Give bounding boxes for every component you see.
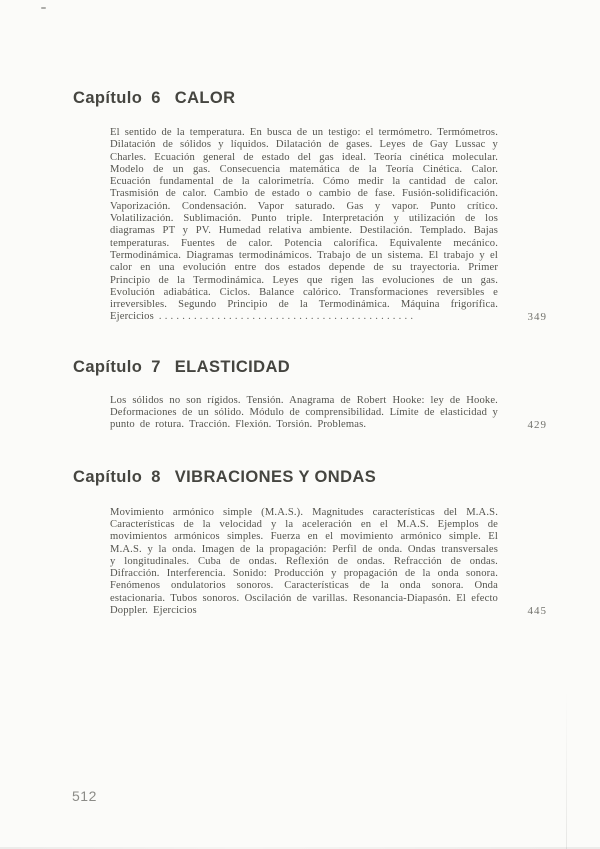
chapter-label: Capítulo (73, 357, 143, 376)
scan-crease-line (566, 690, 567, 849)
chapter-heading (73, 357, 547, 377)
scan-speck (41, 7, 46, 9)
chapter-summary-text: Los sólidos no son rígidos. Tensión. Anagrama de Robert Hooke: ley de Hooke. Deformaciones de un sólido. Módulo de comprensibilidad. Límite de elasticidad y punto de rotura. Tracción. Flexión. Torsión. Problemas. (110, 394, 498, 431)
chapter-summary-text: El sentido de la temperatura. En busca de un testigo: el termómetro. Termómetros. Dilatación de sólidos y líquidos. Dilatación de gases. Leyes de Gay Lussac y Charles. Ecuación general de estado del gas ideal. Teoría cinética molecular. Modelo de un gas. Consecuencia matemática de la Teoría Cinética. Calor. Ecuación fundamental de la calorimetría. Cómo medir la cantidad de calor. Trasmisión de calor. Cambio de estado o cambio de fase. Fusión-solidificación. Vaporización. Condensación. Vapor saturado. Gas y vapor. Punto crítico. Volatilización. Sublimación. Punto triple. Interpretación y utilización de los diagramas PT y PV. Humedad relativa ambiente. Destilación. Templado. Bajas temperaturas. Fuentes de calor. Potencia calorífica. Equivalente mecánico. Termodinámica. Diagramas termodinámicos. Trabajo de un sistema. El trabajo y el calor en una evolución entre dos estados depende de su trayectoria. Primer Principio de la Termodinámica. Leyes que rigen las evoluciones de un gas. Evolución adiabática. Ciclos. Balance calórico. Transformaciones reversibles e irreversibles. Segundo Principio de la Termodinámica. Máquina frigorífica. Ejercicios (110, 127, 498, 323)
chapter-entry-7 (73, 357, 547, 432)
chapter-number: 6 (151, 89, 161, 107)
chapter-body-row (110, 507, 547, 618)
chapter-page-number: 445 (527, 605, 547, 618)
chapter-entry-6 (73, 88, 547, 324)
chapter-page-number: 429 (527, 419, 547, 432)
chapter-number: 7 (151, 357, 161, 376)
chapter-label: Capítulo (73, 467, 143, 486)
chapter-title: VIBRACIONES Y ONDAS (174, 467, 377, 486)
chapter-entry-8 (73, 467, 547, 618)
chapter-summary (110, 395, 498, 432)
folio-page-number: 512 (72, 788, 97, 804)
chapter-heading (73, 467, 547, 487)
chapter-heading (73, 88, 547, 108)
chapter-title: ELASTICIDAD (174, 357, 291, 376)
chapter-summary (110, 507, 498, 618)
chapter-summary-text: Movimiento armónico simple (M.A.S.). Magnitudes características del M.A.S. Características de la velocidad y la aceleración en el M.A.S. Ejemplos de movimientos armónicos simples. Fuerza en el movimiento armónico simple. El M.A.S. y la onda. Imagen de la propagación: Perfil de onda. Ondas transversales y longitudinales. Cuba de ondas. Reflexión de ondas. Refracción de ondas. Difracción. Interferencia. Sonido: Producción y propagación de la onda sonora. Fenómenos ondulatorios sonoros. Características de la onda sonora. Onda estacionaria. Tubos sonoros. Oscilación de varillas. Resonancia-Diapasón. El efecto Doppler. Ejercicios (110, 506, 498, 617)
chapter-body-row (110, 395, 547, 432)
chapter-page-number: 349 (527, 311, 547, 324)
table-of-contents (73, 88, 547, 617)
chapter-number: 8 (151, 467, 161, 486)
chapter-summary (110, 127, 498, 324)
chapter-title: CALOR (174, 89, 236, 107)
chapter-body-row (110, 127, 547, 324)
leader-dots: ............................................ (158, 311, 417, 323)
chapter-label: Capítulo (73, 89, 143, 107)
